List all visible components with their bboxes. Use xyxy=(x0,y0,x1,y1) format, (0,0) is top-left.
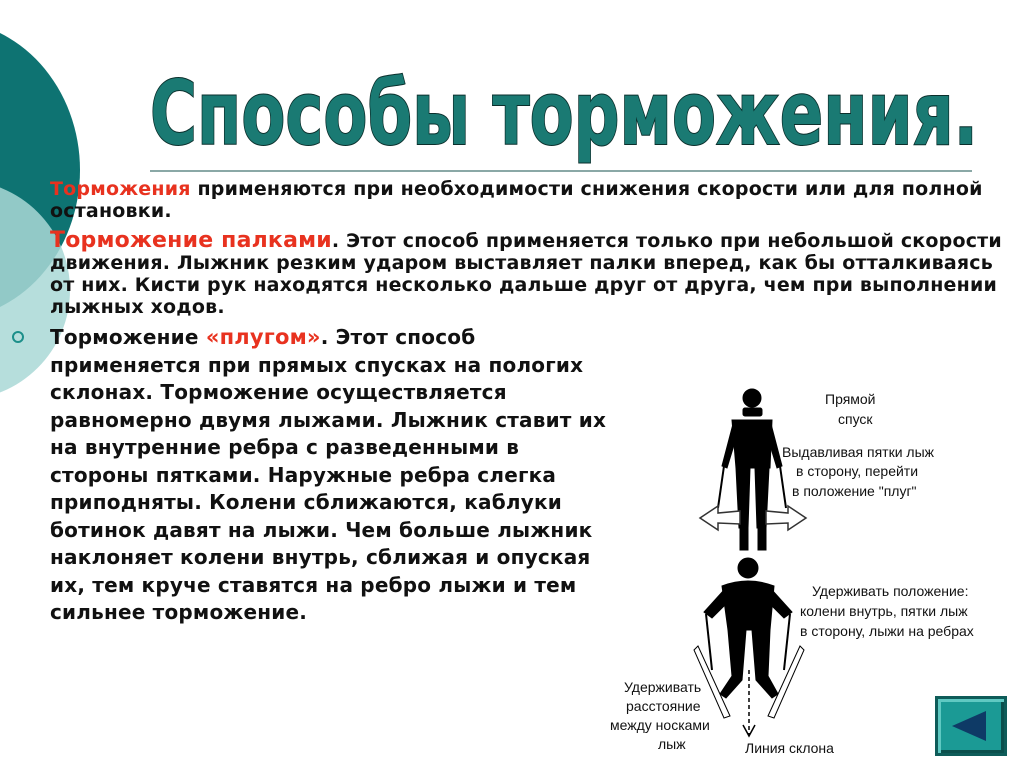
bullet-circle-icon xyxy=(12,331,24,343)
paragraph-text: применяются при необходимости снижения скорости или для полной остановки. xyxy=(50,178,983,222)
slide-title-text: Способы торможения. xyxy=(150,62,978,165)
caption-press-2: в сторону, перейти xyxy=(796,463,919,479)
caption-hold-1: Удерживать положение: xyxy=(812,583,969,599)
slide-title xyxy=(150,26,980,166)
caption-hold-2: колени внутрь, пятки лыж xyxy=(800,603,968,619)
triangle-left-icon xyxy=(952,711,986,741)
caption-press-3: в положение "плуг" xyxy=(792,483,917,499)
caption-slope-line: Линия склона xyxy=(745,740,834,756)
back-button[interactable] xyxy=(935,696,1007,756)
caption-distance-3: между носками xyxy=(610,717,710,733)
caption-press-1: Выдавливая пятки лыж xyxy=(782,444,935,460)
skier-straight-descent-icon xyxy=(718,389,786,550)
term-pole-braking: Торможение палками xyxy=(50,228,332,253)
caption-straight-1: Прямой xyxy=(825,391,876,407)
caption-straight-2: спуск xyxy=(838,411,873,427)
paragraph-text: . Этот способ применяется только при небольшой скорости движения. Лыжник резким ударом выставляет палки вперед, как бы отталкиваясь от них. Кисти рук находятся несколько дальше друг от друга, чем при выполнении лыжных ходов. xyxy=(50,230,1002,318)
paragraph-text: . Этот способ применяется при прямых спусках на пологих склонах. Торможение осуществляется равномерно двумя лыжами. Лыжник ставит их на внутренние ребра с разведенными в стороны пятками. Наружные ребра слегка приподняты. Колени сближаются, каблуки ботинок давят на лыжи. Чем больше лыжник наклоняет колени внутрь, сближая и опуская их, тем круче ставятся на ребро лыжи и тем сильнее торможение. xyxy=(50,325,607,624)
caption-distance-1: Удерживать xyxy=(624,679,702,695)
title-divider xyxy=(150,170,972,172)
paragraph-pole-braking xyxy=(50,230,1010,318)
caption-hold-3: в сторону, лыжи на ребрах xyxy=(800,623,974,639)
caption-distance-4: лыж xyxy=(658,736,686,752)
paragraph-braking-intro xyxy=(50,178,1010,222)
paragraph-lead: Торможение xyxy=(50,325,206,349)
term-plow: «плугом» xyxy=(205,325,321,349)
paragraph-plow-braking xyxy=(50,324,610,627)
term-braking: Торможения xyxy=(50,178,191,200)
motion-arrows-icon xyxy=(700,506,806,530)
caption-distance-2: расстояние xyxy=(626,698,701,714)
